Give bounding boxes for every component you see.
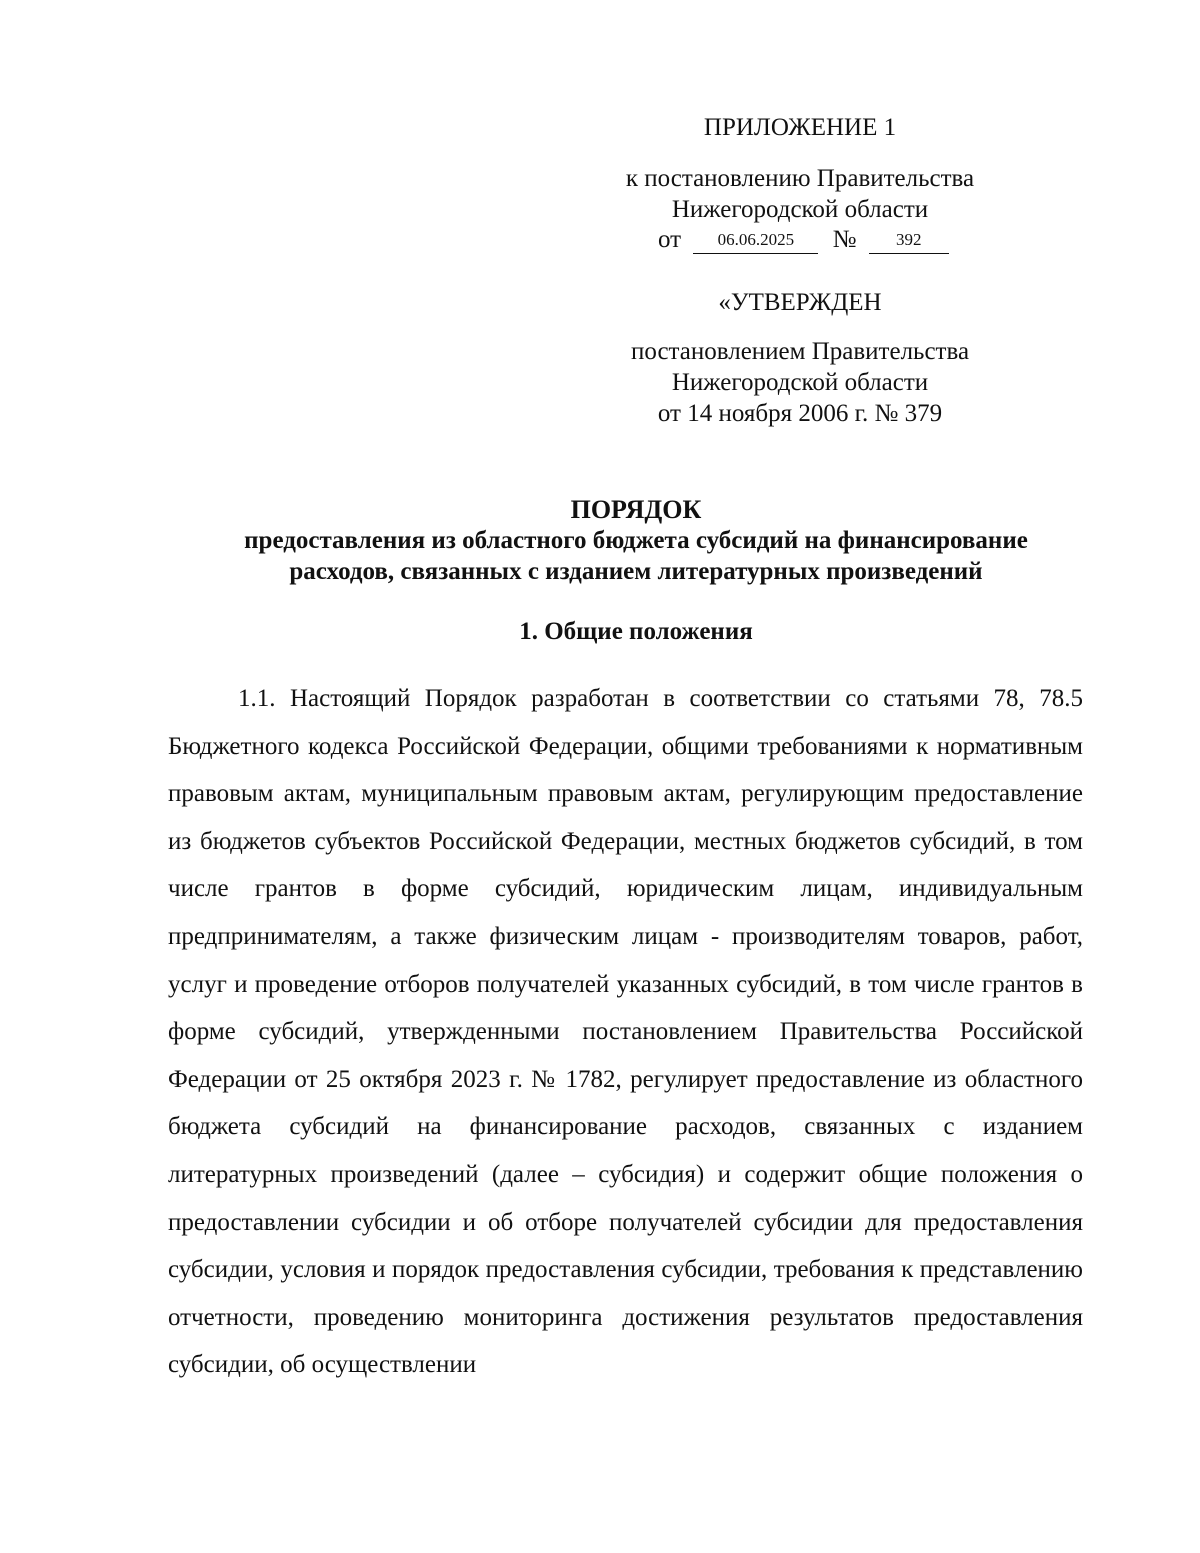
approved-by-line-1: постановлением Правительства — [630, 338, 970, 365]
date-prefix: от — [658, 226, 682, 253]
section-heading: 1. Общие положения — [519, 618, 753, 645]
paragraph-1-1: 1.1. Настоящий Порядок разработан в соответствии со статьями 78, 78.5 Бюджетного кодекса Российской Федерации, общими требованиями к нормативным правовым актам, муниципальным правовым актам, регулирующим предоставление из бюджетов субъектов Российской Федерации, местных бюджетов субсидий, в том числе грантов в форме субсидий, юридическим лицам, индивидуальным предпринимателям, а также физическим лицам - производителям товаров, работ, услуг и проведение отборов получателей указанных субсидий, в том числе грантов в форме субсидий, утвержденными постановлением Правительства Российской Федерации от 25 октября 2023 г. № 1782, регулирует предоставление из областного бюджета субсидий на финансирование расходов, связанных с изданием литературных произведений (далее – субсидия) и содержит общие положения о предоставлении субсидии и об отборе получателей субсидии для предоставления субсидии, условия и порядок предоставления субсидии, требования к представлению отчетности, проведению мониторинга достижения результатов предоставления субсидии, об осуществлении — [168, 685, 1083, 1379]
document-subtitle-line-2: расходов, связанных с изданием литературных произведений — [289, 558, 983, 585]
approved-by-block — [550, 336, 1050, 429]
document-title-block — [170, 494, 1102, 587]
approved-by-line-2: Нижегородской области — [671, 369, 929, 396]
document-subtitle-line-1: предоставления из областного бюджета субсидий на финансирование — [244, 527, 1028, 554]
to-decree-block — [550, 163, 1050, 225]
decree-date-field: 06.06.2025 — [693, 229, 818, 254]
approved-label: «УТВЕРЖДЕН — [718, 289, 882, 316]
decree-number-field: 392 — [869, 229, 949, 254]
approved-by-line-3: от 14 ноября 2006 г. № 379 — [657, 400, 943, 427]
number-prefix: № — [832, 226, 857, 253]
to-decree-line-1: к постановлению Правительства — [625, 165, 975, 192]
to-decree-line-2: Нижегородской области — [671, 196, 929, 223]
document-title: ПОРЯДОК — [570, 495, 702, 524]
appendix-label: ПРИЛОЖЕНИЕ 1 — [703, 114, 897, 141]
decree-date-number-line — [658, 226, 949, 258]
